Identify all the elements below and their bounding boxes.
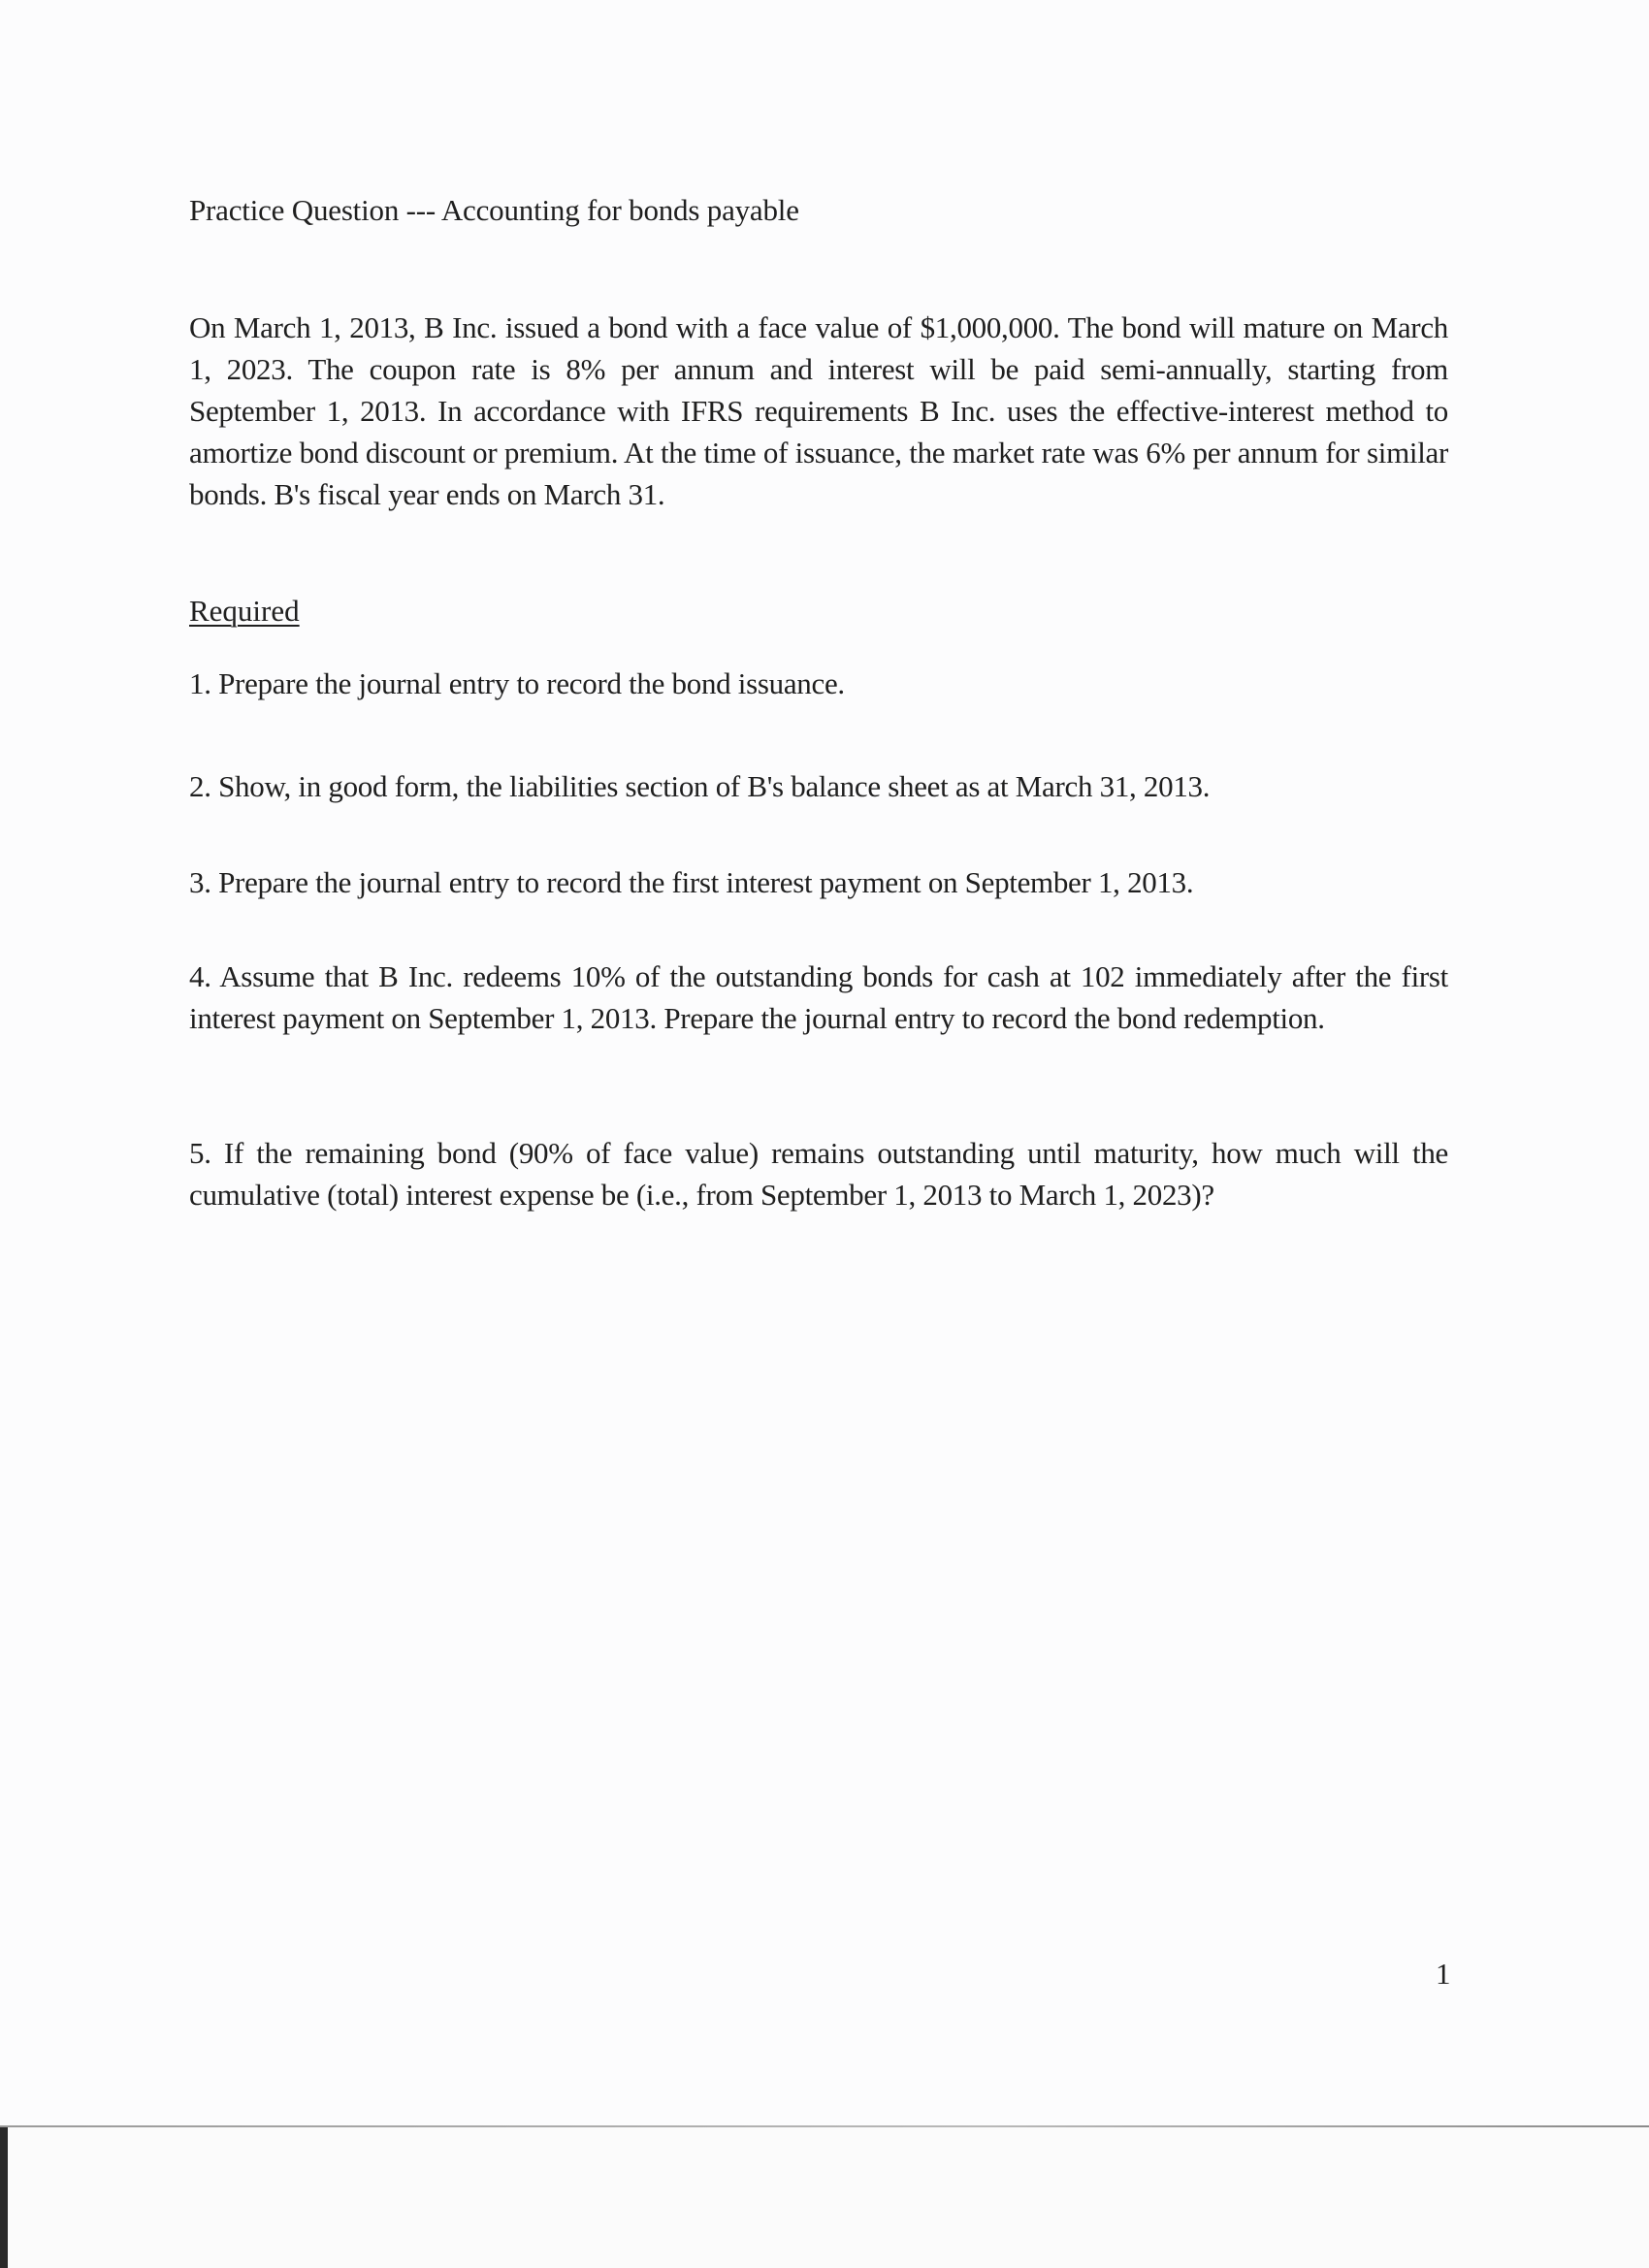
document-title: Practice Question --- Accounting for bonds payable [189, 193, 799, 227]
page-number: 1 [1436, 1957, 1451, 1991]
question-1: 1. Prepare the journal entry to record the bond issuance. [189, 666, 845, 700]
question-5: 5. If the remaining bond (90% of face value) remains outstanding until maturity, how much will the cumulative (total) interest expense be (i.e., from September 1, 2013 to March 1, 2023)? [189, 1136, 1448, 1212]
scanner-border [0, 2127, 8, 2268]
question-4: 4. Assume that B Inc. redeems 10% of the outstanding bonds for cash at 102 immediately after the first interest payment on September 1, 2013. Prepare the journal entry to record the bond redemption. [189, 959, 1448, 1035]
scanner-bed [8, 2127, 1649, 2268]
problem-statement: On March 1, 2013, B Inc. issued a bond with a face value of $1,000,000. The bond will mature on March 1, 2023. The coupon rate is 8% per annum and interest will be paid semi-annually, starting from September 1, 2013. In accordance with IFRS requirements B Inc. uses the effective-interest method to amortize bond discount or premium. At the time of issuance, the market rate was 6% per annum for similar bonds. B's fiscal year ends on March 31. [189, 310, 1448, 511]
required-heading: Required [189, 594, 300, 628]
question-3: 3. Prepare the journal entry to record the first interest payment on September 1, 2013. [189, 865, 1194, 899]
question-2: 2. Show, in good form, the liabilities section of B's balance sheet as at March 31, 2013. [189, 769, 1211, 803]
